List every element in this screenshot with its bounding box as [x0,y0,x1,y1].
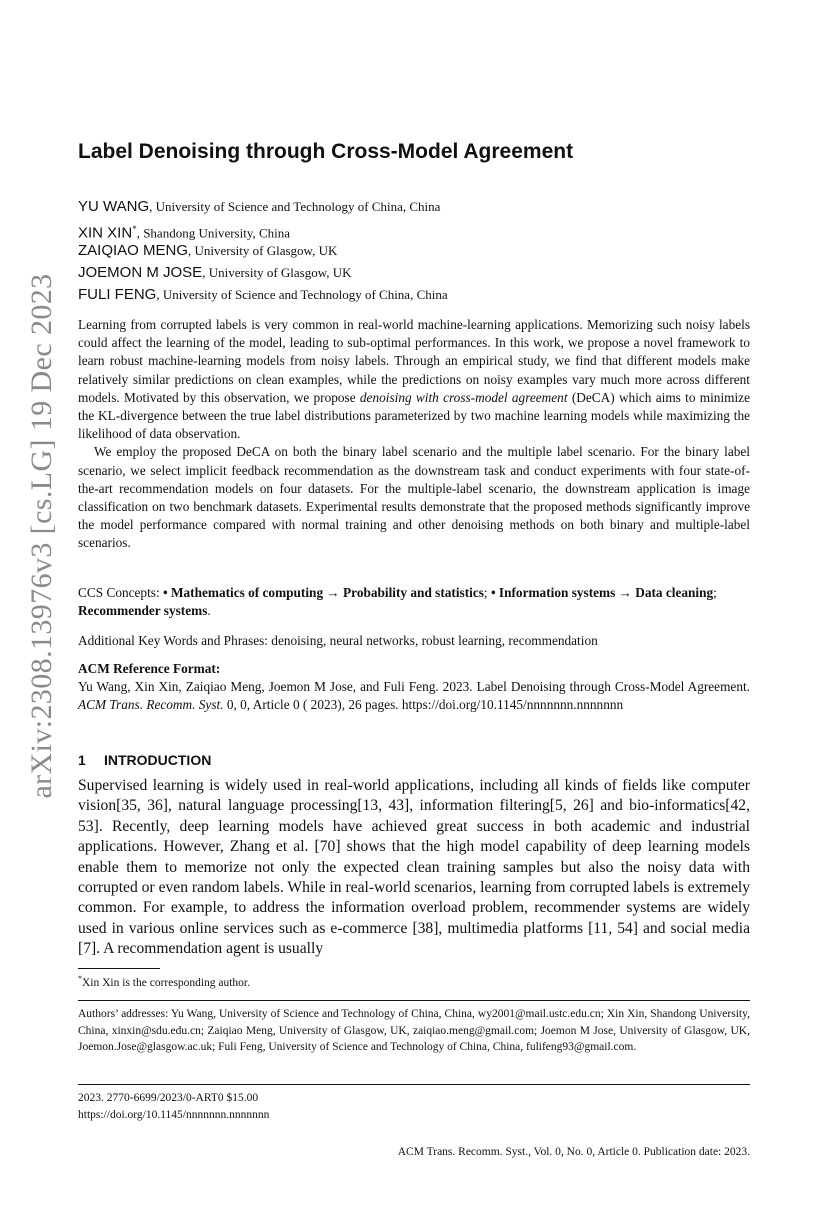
ccs-label: CCS Concepts: [78,585,163,600]
footnote-mark: * [78,974,82,983]
author-name: FULI FENG [78,286,157,303]
introduction-paragraph: Supervised learning is widely used in real-world applications, including all kinds of fields like computer vision[35, 36], natural language processing[13, 43], information filtering[5, 26] and bio-informatics[42, 53]. Recently, deep learning models have achieved great success in both academic and industrial applications. However, Zhang et al. [70] shows that the high model capability of deep learning models enable them to memorize not only the expected clean training samples but also the noisy data with corrupted or even random labels. While in real-world scenarios, learning from corrupted labels is extremely common. For example, to address the information overload problem, recommender systems are widely used in various online services such as e-commerce [38], multimedia platforms [11, 54] and social media [7]. A recommendation agent is usually [78,777,750,958]
author-affiliation: , University of Glasgow, UK [188,243,338,258]
ccs-separator: ; [483,585,491,600]
reference-citation: Yu Wang, Xin Xin, Zaiqiao Meng, Joemon M Jose, and Fuli Feng. 2023. Label Denoising through Cross-Model Agreement. [78,679,750,695]
author-entry [78,284,750,306]
section-number: 1 [78,752,86,768]
abstract-text: Learning from corrupted labels is very common in real-world machine-learning applications. Memorizing such noisy labels could affect the learning of the model, leading to sub-optimal performances. In this work, we propose a novel framework to learn robust machine-learning models from noisy labels. Through an empirical study, we find that different models make relatively similar predictions on clean examples, while the predictions on noisy examples vary much more across different models. Motivated by this observation, we propose [78,317,750,405]
section-title: INTRODUCTION [104,752,212,768]
abstract-text: (DeCA) which aims to minimize the KL-divergence between the true label distributions parameterized by two machine learning models while maximizing the likelihood of data observation. [78,389,750,442]
doi-line: https://doi.org/10.1145/nnnnnnn.nnnnnnn [78,1108,270,1121]
running-footer: ACM Trans. Recomm. Syst., Vol. 0, No. 0, Article 0. Publication date: 2023. [397,1146,750,1158]
copyright-line: 2023. 2770-6699/2023/0-ART0 $15.00 [78,1092,259,1104]
acm-reference [78,660,750,715]
section-heading [78,752,211,768]
author-name: XIN XIN [78,224,133,242]
author-entry [78,196,750,218]
author-affiliation: , Shandong University, China [136,225,291,241]
author-entry [78,240,750,262]
author-list [78,196,750,306]
footnote [78,974,250,989]
ccs-concept: • Mathematics of computing → Probability and statistics [162,585,484,600]
abstract [78,316,750,553]
journal-name: ACM Trans. Recomm. Syst. [78,697,224,713]
reference-heading: ACM Reference Format: [78,661,221,676]
arxiv-sidebar [20,236,64,836]
author-name: JOEMON M JOSE [78,264,203,281]
method-name-emphasis: denoising with cross-model agreement [359,389,568,405]
author-affiliation: , University of Glasgow, UK [202,265,352,280]
ccs-concepts [78,584,750,620]
ccs-separator: ; [713,585,717,600]
paper-title: Label Denoising through Cross-Model Agreement [78,140,574,163]
keywords: Additional Key Words and Phrases: denoising, neural networks, robust learning, recommendation [78,633,598,648]
footnote-text: Xin Xin is the corresponding author. [82,976,251,989]
footnote-rule [78,968,160,969]
author-entry [78,262,750,284]
author-affiliation: , University of Science and Technology of China, China [149,199,441,214]
ccs-concept: • Information systems → Data cleaning [490,585,714,600]
author-addresses: Authors’ addresses: Yu Wang, University of Science and Technology of China, China, wy2001@mail.ustc.edu.cn; Xin Xin, Shandong University, China, xinxin@sdu.edu.cn; Zaiqiao Meng, University of Glasgow, UK, zaiqiao.meng@gmail.com; Joemon M Jose, University of Glasgow, UK, Joemon.Jose@glasgow.ac.uk; Fuli Feng, University of Science and Technology of China, China, fulifeng93@gmail.com. [78,1008,750,1054]
corresponding-author-mark: * [132,224,137,234]
divider [78,1084,750,1085]
ccs-concept: Recommender systems [78,603,208,619]
author-entry [78,218,750,240]
arxiv-identifier: arXiv:2308.13976v3 [cs.LG] 19 Dec 2023 [25,273,58,799]
reference-details: 0, 0, Article 0 ( 2023), 26 pages. https://doi.org/10.1145/nnnnnnn.nnnnnnn [223,697,624,713]
divider [78,1000,750,1001]
author-name: YU WANG [78,198,150,215]
abstract-paragraph: We employ the proposed DeCA on both the binary label scenario and the multiple label scenario. For the binary label scenario, we select implicit feedback recommendation as the downstream task and conduct experiments with four state-of-the-art recommendation models on four datasets. For the multiple-label scenario, the downstream application is image classification on two benchmark datasets. Experimental results demonstrate that the proposed methods significantly improve the model performance compared with normal training and other denoising methods on both binary and multiple-label scenarios. [78,444,750,551]
reference-text [78,678,750,714]
abstract-paragraph [78,316,750,443]
ccs-end: . [207,603,211,619]
author-name: ZAIQIAO MENG [78,242,189,259]
author-affiliation: , University of Science and Technology of China, China [156,287,448,302]
publication-meta [78,1090,269,1123]
